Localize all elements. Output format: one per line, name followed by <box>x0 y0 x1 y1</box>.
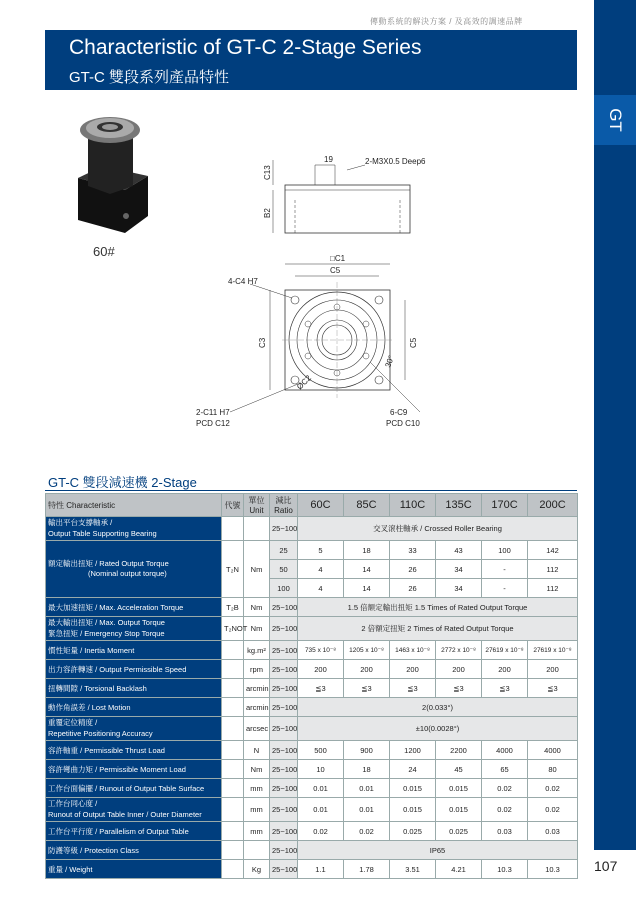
row-name-line1: 輸出平台支撐軸承 / <box>48 518 113 528</box>
row-span-value: 2 倍額定扭矩 2 Times of Rated Output Torque <box>298 617 578 641</box>
header-ratio-en: Ratio <box>274 506 293 515</box>
row-value: 200 <box>482 660 528 679</box>
header-size: 110C <box>390 494 436 517</box>
row-name <box>46 798 222 822</box>
row-code <box>222 517 244 541</box>
row-value: 0.015 <box>436 798 482 822</box>
row-name-line1: 容許軸重 / Permissible Thrust Load <box>48 745 165 755</box>
row-code <box>222 841 244 860</box>
table-row <box>46 841 578 860</box>
row-value: 0.01 <box>344 798 390 822</box>
row-unit: arcsec <box>244 717 270 741</box>
row-value: 0.025 <box>390 822 436 841</box>
product-image <box>70 108 155 233</box>
dim-c2: ØC2 <box>295 373 314 392</box>
row-ratio: 25~100 <box>270 760 298 779</box>
row-unit: Nm <box>244 541 270 598</box>
dim-thread: 2-M3X0.5 Deep6 <box>365 157 426 166</box>
row-value: 900 <box>344 741 390 760</box>
row-value: 112 <box>528 560 578 579</box>
row-value: 200 <box>390 660 436 679</box>
row-ratio: 25~100 <box>270 779 298 798</box>
row-value: 45 <box>436 760 482 779</box>
slogan: 傳動系統的解決方案 / 及高效的調速品牌 <box>370 17 523 26</box>
row-value: 80 <box>528 760 578 779</box>
row-unit: mm <box>244 798 270 822</box>
dim-c4: 4-C4 H7 <box>228 277 258 286</box>
table-row <box>46 679 578 698</box>
row-code <box>222 822 244 841</box>
row-name-line2: Output Table Supporting Bearing <box>48 528 157 538</box>
row-code: T₂B <box>222 598 244 617</box>
product-label: 60# <box>93 244 115 259</box>
row-name-line1: 工作台面偏擺 / Runout of Output Table Surface <box>48 783 205 793</box>
row-value: 0.02 <box>482 798 528 822</box>
row-name-line1: 工作台平行度 / Parallelism of Output Table <box>48 826 189 836</box>
row-value: 1.78 <box>344 860 390 879</box>
row-name-line2: Runout of Output Table Inner / Outer Diameter <box>48 809 202 819</box>
header-size: 85C <box>344 494 390 517</box>
header-unit-en: Unit <box>249 506 264 515</box>
row-value: 0.01 <box>298 779 344 798</box>
row-name <box>46 517 222 541</box>
row-unit: Nm <box>244 760 270 779</box>
row-ratio: 25~100 <box>270 717 298 741</box>
row-value: 142 <box>528 541 578 560</box>
row-unit: Nm <box>244 617 270 641</box>
table-header-row <box>46 494 578 517</box>
row-ratio: 25~100 <box>270 660 298 679</box>
row-span-value: 2(0.033°) <box>298 698 578 717</box>
header-size: 170C <box>482 494 528 517</box>
row-code <box>222 660 244 679</box>
page-title: Characteristic of GT-C 2-Stage Series <box>69 36 422 59</box>
row-name <box>46 598 222 617</box>
row-value: 4.21 <box>436 860 482 879</box>
dim-c5-right: C5 <box>409 337 418 348</box>
row-name-line1: 扭轉間隙 / Torsional Backlash <box>48 683 147 693</box>
row-ratio: 50 <box>270 560 298 579</box>
row-value: 0.025 <box>436 822 482 841</box>
dim-c5-top: C5 <box>330 266 341 275</box>
row-name <box>46 717 222 741</box>
row-value: 4 <box>298 579 344 598</box>
header-characteristic: 特性 Characteristic <box>46 494 222 517</box>
row-name-line1: 最大輸出扭矩 / Max. Output Torque <box>48 618 165 628</box>
table-row <box>46 517 578 541</box>
row-name <box>46 679 222 698</box>
table-row <box>46 617 578 641</box>
row-name-line1: 出力容許轉速 / Output Permissible Speed <box>48 664 187 674</box>
row-value: 112 <box>528 579 578 598</box>
dim-c11: 2-C11 H7 <box>196 408 230 417</box>
table-row <box>46 717 578 741</box>
row-value: 34 <box>436 579 482 598</box>
table-row <box>46 660 578 679</box>
row-code <box>222 717 244 741</box>
row-value: 24 <box>390 760 436 779</box>
row-value: 1200 <box>390 741 436 760</box>
row-ratio: 25~100 <box>270 679 298 698</box>
row-value: 0.02 <box>528 779 578 798</box>
row-ratio: 25~100 <box>270 641 298 660</box>
header-code: 代號 <box>222 494 244 517</box>
row-unit <box>244 841 270 860</box>
row-value: 26 <box>390 579 436 598</box>
row-ratio: 100 <box>270 579 298 598</box>
row-name <box>46 741 222 760</box>
row-span-value: IP65 <box>298 841 578 860</box>
row-ratio: 25~100 <box>270 617 298 641</box>
row-name-line1: 最大加速扭矩 / Max. Acceleration Torque <box>48 602 184 612</box>
row-value: - <box>482 560 528 579</box>
table-row <box>46 641 578 660</box>
row-ratio: 25~100 <box>270 698 298 717</box>
row-value: 200 <box>528 660 578 679</box>
row-value: 33 <box>390 541 436 560</box>
dim-30: 30° <box>383 354 397 369</box>
row-code: T₂N <box>222 541 244 598</box>
header-size: 135C <box>436 494 482 517</box>
row-name <box>46 641 222 660</box>
header-ratio-zh: 減比 <box>275 496 292 505</box>
side-tab-label: GT <box>605 108 625 132</box>
row-value: 0.01 <box>298 798 344 822</box>
row-code <box>222 741 244 760</box>
row-unit: mm <box>244 822 270 841</box>
row-value: 27619 x 10⁻⁸ <box>528 641 578 660</box>
row-ratio: 25~100 <box>270 517 298 541</box>
row-ratio: 25 <box>270 541 298 560</box>
header-ratio <box>270 494 298 517</box>
table-row <box>46 860 578 879</box>
row-value: 14 <box>344 579 390 598</box>
row-code: T₂NOT <box>222 617 244 641</box>
header-size: 200C <box>528 494 578 517</box>
row-value: 0.02 <box>344 822 390 841</box>
row-value: 0.02 <box>482 779 528 798</box>
side-view-drawing <box>235 150 475 240</box>
row-value: 27619 x 10⁻⁸ <box>482 641 528 660</box>
row-ratio: 25~100 <box>270 741 298 760</box>
row-name <box>46 698 222 717</box>
row-span-value: ±10(0.0028°) <box>298 717 578 741</box>
row-value: 0.015 <box>390 798 436 822</box>
table-row <box>46 779 578 798</box>
row-value: 5 <box>298 541 344 560</box>
row-value: 200 <box>436 660 482 679</box>
row-unit: rpm <box>244 660 270 679</box>
row-code <box>222 798 244 822</box>
row-value: 26 <box>390 560 436 579</box>
table-row <box>46 741 578 760</box>
row-value: 3.51 <box>390 860 436 879</box>
row-unit: mm <box>244 779 270 798</box>
table-row <box>46 760 578 779</box>
dim-pcd-c10: PCD C10 <box>386 419 420 428</box>
row-value: 18 <box>344 760 390 779</box>
row-code <box>222 641 244 660</box>
table-row <box>46 822 578 841</box>
row-unit <box>244 517 270 541</box>
row-value: 735 x 10⁻⁸ <box>298 641 344 660</box>
row-value: 65 <box>482 760 528 779</box>
row-value: 4000 <box>528 741 578 760</box>
page-subtitle: GT-C 雙段系列產品特性 <box>69 69 229 86</box>
row-value: 0.02 <box>528 798 578 822</box>
side-tab <box>594 95 636 145</box>
row-name-line1: 工作台同心度 / <box>48 799 98 809</box>
row-name <box>46 541 222 598</box>
row-unit: arcmin <box>244 679 270 698</box>
row-name-line1: 重量 / Weight <box>48 864 93 874</box>
row-value: 200 <box>344 660 390 679</box>
row-span-value: 1.5 倍額定輸出扭矩 1.5 Times of Rated Output Torque <box>298 598 578 617</box>
row-name-line1: 額定輸出扭矩 / Rated Output Torque <box>48 558 169 568</box>
table-row <box>46 698 578 717</box>
row-value: 4000 <box>482 741 528 760</box>
row-name <box>46 760 222 779</box>
page-header <box>45 30 577 90</box>
row-value: 18 <box>344 541 390 560</box>
row-name-line1: 重覆定位精度 / <box>48 718 98 728</box>
header-size: 60C <box>298 494 344 517</box>
row-name-line1: 動作角誤差 / Lost Motion <box>48 702 131 712</box>
table-row <box>46 798 578 822</box>
section-title: GT-C 雙段減速機 2-Stage <box>48 475 197 490</box>
dim-19: 19 <box>324 155 333 164</box>
row-ratio: 25~100 <box>270 822 298 841</box>
row-value: 100 <box>482 541 528 560</box>
row-name-line2: Repetitive Positioning Accuracy <box>48 728 153 738</box>
row-value: 4 <box>298 560 344 579</box>
row-ratio: 25~100 <box>270 841 298 860</box>
row-value: ≦3 <box>436 679 482 698</box>
section-divider <box>45 490 577 491</box>
row-code <box>222 679 244 698</box>
row-value: 0.03 <box>528 822 578 841</box>
row-name-line1: 容許彎曲力矩 / Permissible Moment Load <box>48 764 186 774</box>
front-view-drawing <box>190 252 450 437</box>
header-unit-zh: 單位 <box>248 496 265 505</box>
row-name <box>46 860 222 879</box>
row-value: 2772 x 10⁻⁸ <box>436 641 482 660</box>
row-value: ≦3 <box>390 679 436 698</box>
row-code <box>222 860 244 879</box>
row-value: 0.015 <box>436 779 482 798</box>
row-name <box>46 779 222 798</box>
dim-pcd-c12: PCD C12 <box>196 419 230 428</box>
header-unit <box>244 494 270 517</box>
row-value: 10.3 <box>482 860 528 879</box>
row-unit: N <box>244 741 270 760</box>
row-value: 10.3 <box>528 860 578 879</box>
row-value: 1205 x 10⁻⁸ <box>344 641 390 660</box>
row-value: 0.01 <box>344 779 390 798</box>
dim-c9: 6-C9 <box>390 408 408 417</box>
dim-b2: B2 <box>263 208 272 218</box>
row-value: 0.03 <box>482 822 528 841</box>
row-ratio: 25~100 <box>270 798 298 822</box>
row-value: 43 <box>436 541 482 560</box>
row-name-line2: 緊急扭矩 / Emergency Stop Torque <box>48 628 165 638</box>
row-value: 0.02 <box>298 822 344 841</box>
dim-c3: C3 <box>258 337 267 348</box>
row-ratio: 25~100 <box>270 598 298 617</box>
row-name-line1: 慣性矩量 / Inertia Moment <box>48 645 135 655</box>
row-value: 500 <box>298 741 344 760</box>
row-span-value: 交叉滾柱軸承 / Crossed Roller Bearing <box>298 517 578 541</box>
row-name <box>46 617 222 641</box>
row-unit: Kg <box>244 860 270 879</box>
row-value: 14 <box>344 560 390 579</box>
row-name-line1: 防護等級 / Protection Class <box>48 845 139 855</box>
table-row <box>46 598 578 617</box>
row-value: 34 <box>436 560 482 579</box>
row-code <box>222 760 244 779</box>
row-value: 10 <box>298 760 344 779</box>
row-value: - <box>482 579 528 598</box>
row-value: 0.015 <box>390 779 436 798</box>
row-value: 1463 x 10⁻⁸ <box>390 641 436 660</box>
row-unit: Nm <box>244 598 270 617</box>
row-name-line2: (Nominal output torque) <box>88 569 167 578</box>
table-row <box>46 541 578 560</box>
row-value: ≦3 <box>344 679 390 698</box>
row-name <box>46 822 222 841</box>
row-value: ≦3 <box>528 679 578 698</box>
row-value: ≦3 <box>482 679 528 698</box>
dim-c13: C13 <box>263 165 272 180</box>
row-value: 200 <box>298 660 344 679</box>
row-name <box>46 841 222 860</box>
row-value: ≦3 <box>298 679 344 698</box>
row-code <box>222 698 244 717</box>
dim-c1: □C1 <box>330 254 346 263</box>
row-value: 2200 <box>436 741 482 760</box>
row-ratio: 25~100 <box>270 860 298 879</box>
row-unit: kg.m² <box>244 641 270 660</box>
row-name <box>46 660 222 679</box>
spec-table <box>45 493 578 879</box>
row-code <box>222 779 244 798</box>
row-unit: arcmin <box>244 698 270 717</box>
page-number: 107 <box>594 858 618 874</box>
row-value: 1.1 <box>298 860 344 879</box>
